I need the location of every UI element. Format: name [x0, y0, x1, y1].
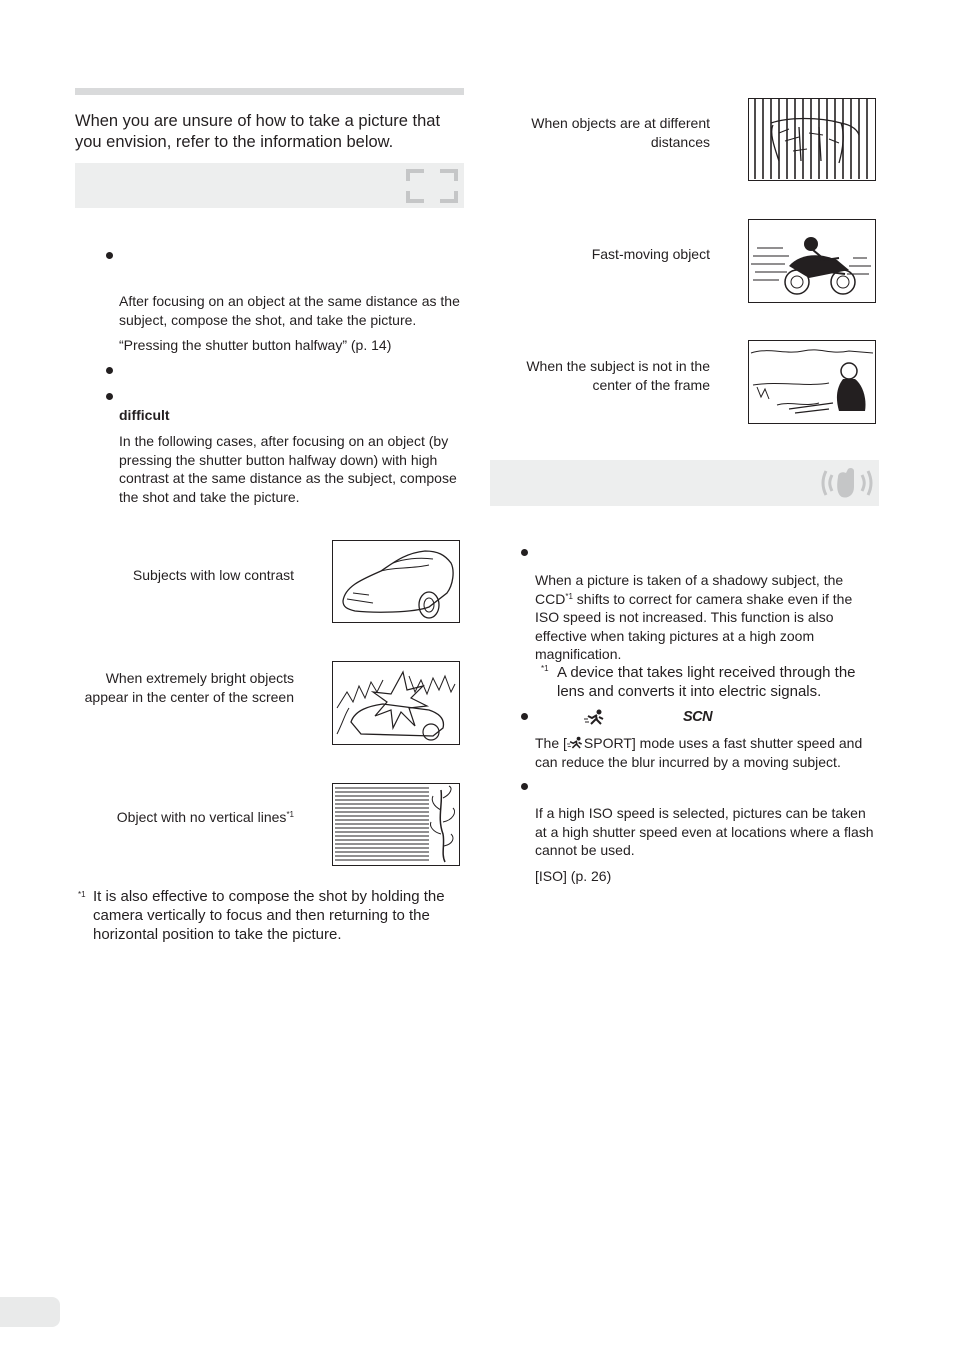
ccd-footnote-mark: *1	[541, 664, 549, 673]
bullet	[521, 549, 528, 556]
case-label-no-vertical-lines: Object with no vertical lines$^{*1}$	[116, 809, 294, 825]
shake-paragraph: When a picture is taken of a shadowy subject, the CCD$^{*1}$ shifts to correct for camera shake even if the ISO speed is not increased. This function is also effective when taking pictures at a high zoom magnification.	[535, 572, 853, 662]
case-label-different-distances: When objects are at different distances	[531, 115, 710, 150]
scn-label: SCN	[683, 709, 713, 725]
iso-reference: [ISO] (p. 26)	[535, 868, 612, 884]
sport-icon	[567, 736, 584, 749]
motorcycle-icon	[748, 219, 876, 303]
sport-icon	[584, 709, 606, 725]
sport-paragraph: The [ SPORT] mode uses a fast shutter speed and can reduce the blur incurred by a moving subject.	[535, 735, 863, 770]
case-label-fast-moving: Fast-moving object	[591, 246, 710, 262]
off-center-person-icon	[748, 340, 876, 424]
case-label-bright-objects: When extremely bright objects appear in the center of the screen	[84, 670, 294, 705]
bullet	[521, 713, 528, 720]
focus-reference: “Pressing the shutter button halfway” (p. 14)	[119, 337, 392, 353]
shake-section-band	[490, 460, 879, 506]
horizontal-lines-icon	[332, 783, 460, 866]
cases-paragraph: In the following cases, after focusing on an object (by pressing the shutter button halfway down) with high contrast at the same distance as the subject, compose the shot and take the picture.	[119, 433, 457, 505]
bullet	[106, 393, 113, 400]
intro-text: When you are unsure of how to take a picture that you envision, refer to the information below.	[75, 112, 441, 151]
focus-paragraph: After focusing on an object at the same distance as the subject, compose the shot, and take the picture.	[119, 293, 460, 328]
camera-shake-icon	[820, 465, 874, 501]
section-header-bar	[75, 88, 464, 95]
car-icon	[332, 540, 460, 623]
iso-paragraph: If a high ISO speed is selected, pictures can be taken at a high shutter speed even at locations where a flash cannot be used.	[535, 805, 874, 858]
af-frame-icon	[406, 169, 458, 203]
bright-car-icon	[332, 661, 460, 745]
case-label-low-contrast: Subjects with low contrast	[132, 567, 294, 583]
bullet	[106, 367, 113, 374]
page-number-tab	[0, 1297, 60, 1327]
bullet	[521, 783, 528, 790]
footnote-mark: *1	[78, 890, 86, 899]
difficult-label: difficult	[119, 407, 170, 423]
footnote-text: It is also effective to compose the shot by holding the camera vertically to focus and then returning to the horizontal position to take the picture.	[93, 888, 445, 943]
ccd-footnote: A device that takes light received through the lens and converts it into electric signals.	[557, 664, 856, 700]
focus-section-band	[75, 163, 464, 208]
case-label-off-center: When the subject is not in the center of the frame	[526, 358, 710, 393]
bullet	[106, 252, 113, 259]
tiger-bars-icon	[748, 98, 876, 181]
